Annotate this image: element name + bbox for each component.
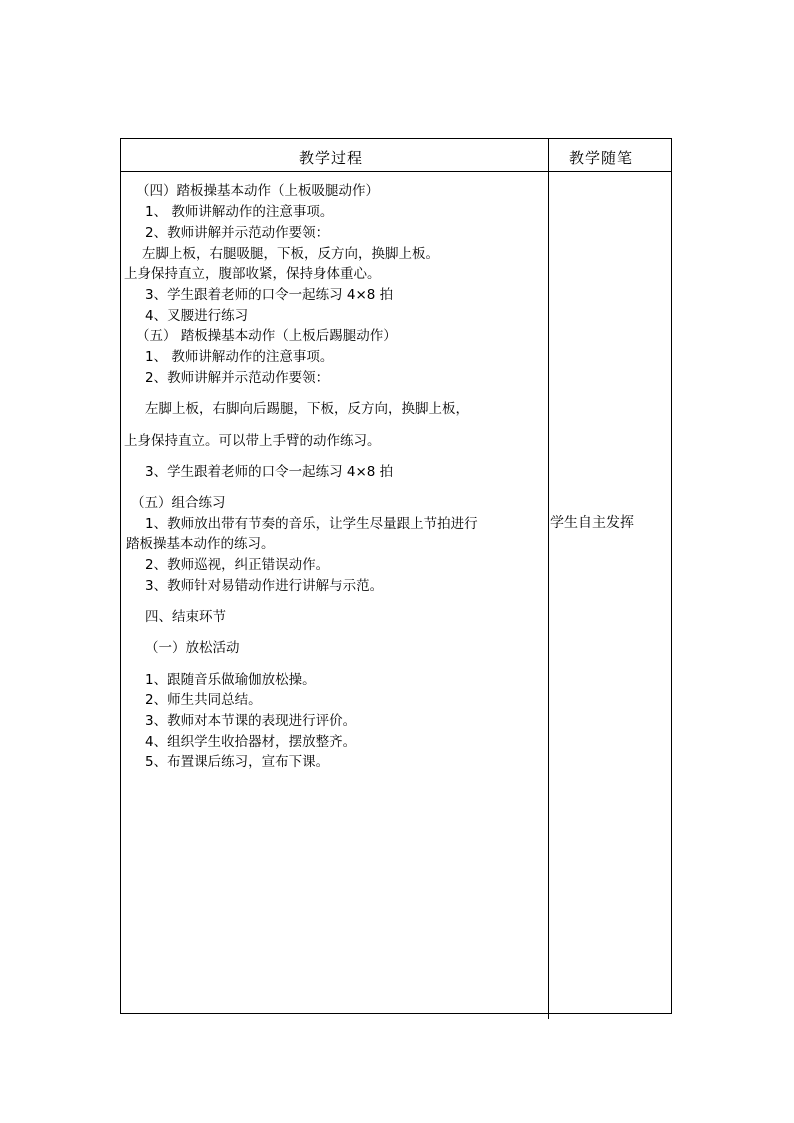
process-line: 2、教师讲解并示范动作要领： — [145, 370, 330, 386]
process-line: 1、跟随音乐做瑜伽放松操。 — [145, 672, 316, 688]
process-line: （五） 踏板操基本动作（上板后踢腿动作） — [136, 328, 397, 344]
process-line: 2、教师讲解并示范动作要领： — [145, 225, 330, 241]
process-line: 左脚上板，右腿吸腿，下板，反方向，换脚上板。 — [142, 246, 439, 262]
process-line: 3、教师对本节课的表现进行评价。 — [145, 713, 357, 729]
process-line: （四）踏板操基本动作（上板吸腿动作） — [136, 183, 379, 199]
process-line: 3、学生跟着老师的口令一起练习 4×8 拍 — [145, 464, 394, 480]
process-line: 左脚上板，右脚向后踢腿，下板，反方向，换脚上板， — [145, 401, 469, 417]
process-line: 3、学生跟着老师的口令一起练习 4×8 拍 — [145, 287, 394, 303]
process-line: 踏板操基本动作的练习。 — [126, 536, 275, 552]
process-line: 1、 教师讲解动作的注意事项。 — [145, 349, 334, 365]
teaching-note: 学生自主发挥 — [550, 515, 634, 531]
process-line: 4、叉腰进行练习 — [145, 308, 249, 324]
process-line: 5、布置课后练习，宣布下课。 — [145, 754, 330, 770]
process-line: （一）放松活动 — [145, 640, 240, 656]
header-teaching-process: 教学过程 — [299, 149, 364, 167]
process-line: 1、 教师讲解动作的注意事项。 — [145, 204, 334, 220]
process-line: 1、教师放出带有节奏的音乐，让学生尽量跟上节拍进行 — [145, 516, 478, 532]
process-line: 2、师生共同总结。 — [145, 692, 262, 708]
process-line: 四、结束环节 — [145, 609, 226, 625]
header-teaching-notes: 教学随笔 — [569, 149, 634, 167]
process-line: 4、组织学生收拾器材，摆放整齐。 — [145, 734, 357, 750]
process-line: 上身保持直立，腹部收紧，保持身体重心。 — [124, 266, 381, 282]
process-line: 2、教师巡视，纠正错误动作。 — [145, 557, 330, 573]
process-line: 3、教师针对易错动作进行讲解与示范。 — [145, 578, 384, 594]
process-line: 上身保持直立。可以带上手臂的动作练习。 — [124, 433, 381, 449]
process-line: （五）组合练习 — [131, 495, 226, 511]
